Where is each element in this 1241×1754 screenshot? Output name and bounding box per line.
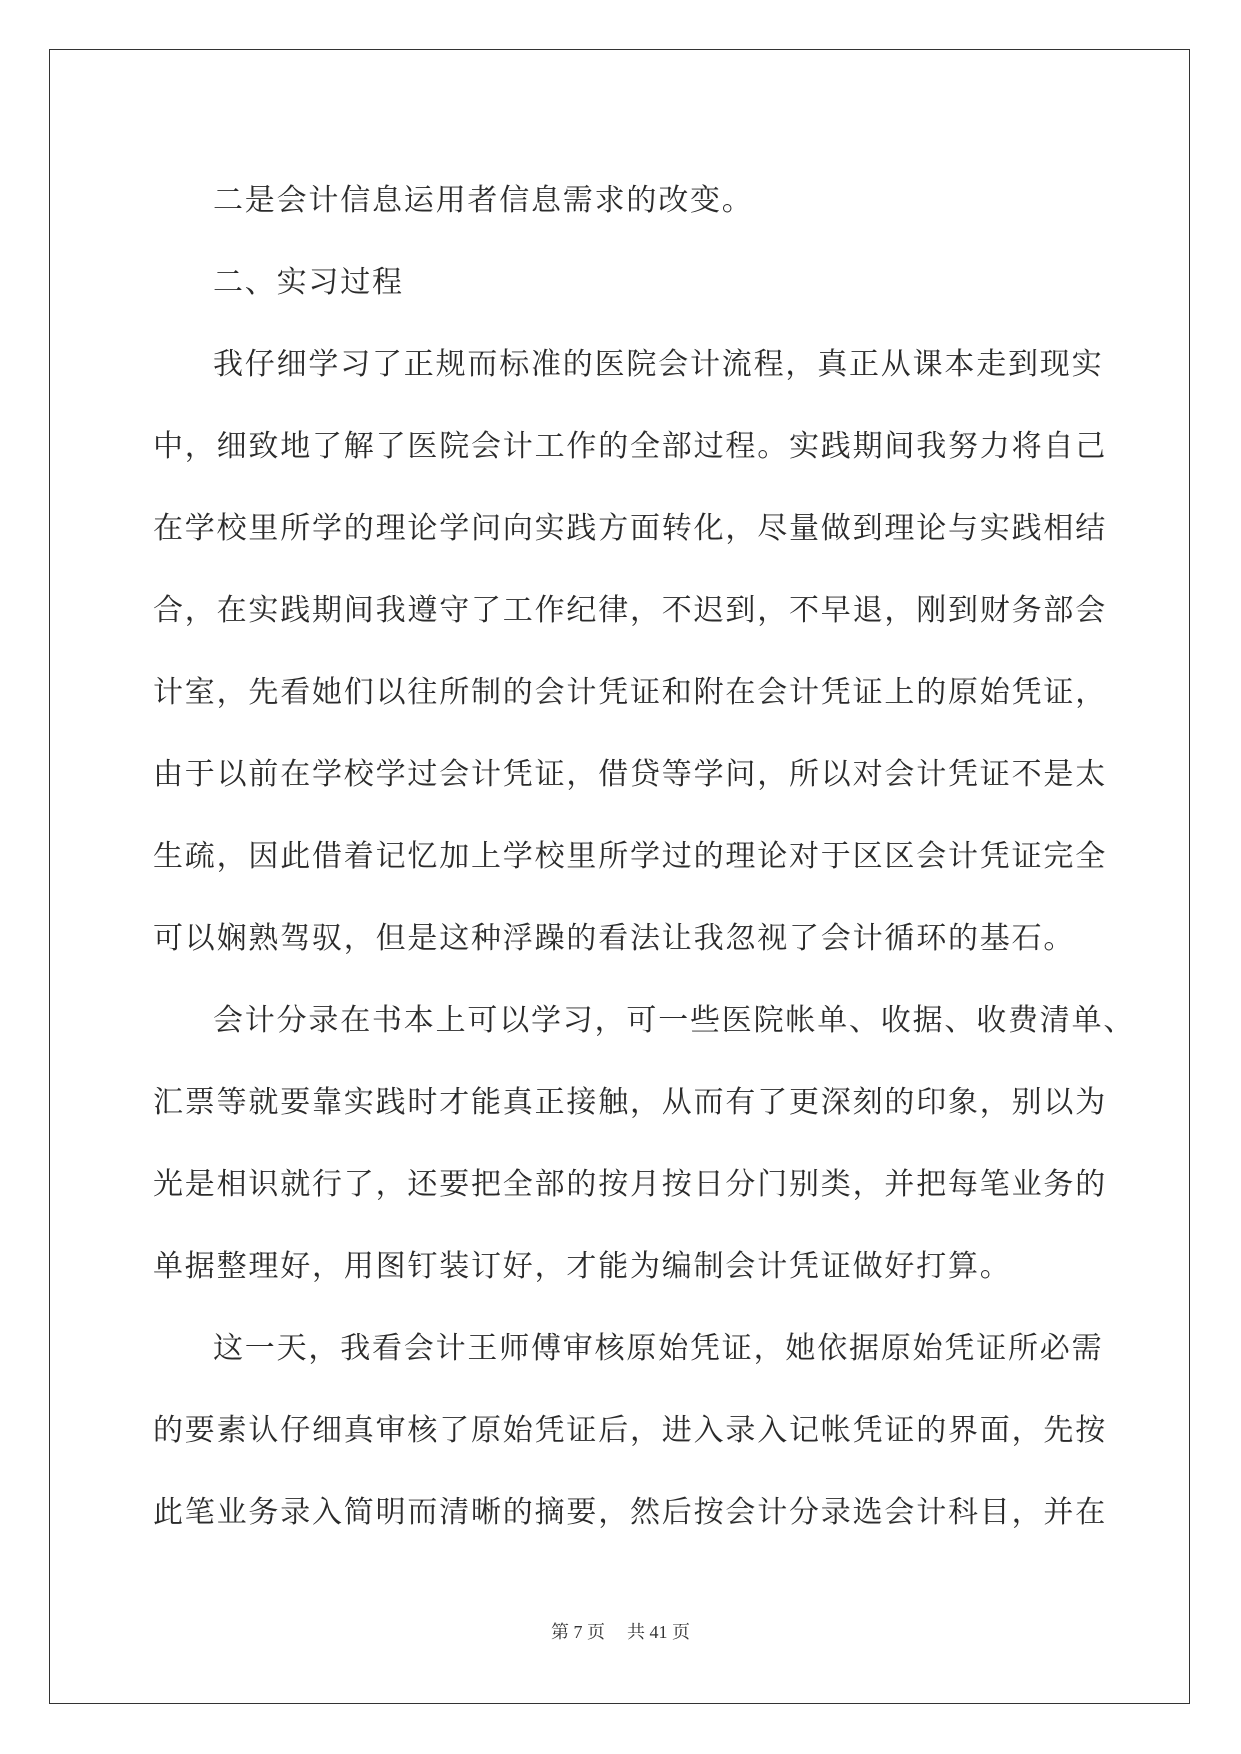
text-line: 生疏，因此借着记忆加上学校里所学过的理论对于区区会计凭证完全	[153, 839, 1107, 874]
text-line: 计室，先看她们以往所制的会计凭证和附在会计凭证上的原始凭证，	[153, 675, 1107, 710]
text-line: 光是相识就行了，还要把全部的按月按日分门别类，并把每笔业务的	[153, 1167, 1107, 1202]
text-line: 的要素认仔细真审核了原始凭证后，进入录入记帐凭证的界面，先按	[153, 1413, 1107, 1448]
text-line: 单据整理好，用图钉装订好，才能为编制会计凭证做好打算。	[153, 1249, 1012, 1284]
text-line: 会计分录在书本上可以学习，可一些医院帐单、收据、收费清单、	[213, 1003, 1136, 1038]
text-line: 我仔细学习了正规而标准的医院会计流程，真正从课本走到现实	[213, 347, 1104, 382]
text-line: 可以娴熟驾驭，但是这种浮躁的看法让我忽视了会计循环的基石。	[153, 921, 1076, 956]
page-total: 共 41 页	[627, 1622, 690, 1642]
text-line: 汇票等就要靠实践时才能真正接触，从而有了更深刻的印象，别以为	[153, 1085, 1107, 1120]
text-line: 由于以前在学校学过会计凭证，借贷等学问，所以对会计凭证不是太	[153, 757, 1107, 792]
text-line: 二是会计信息运用者信息需求的改变。	[213, 183, 754, 218]
text-line: 中，细致地了解了医院会计工作的全部过程。实践期间我努力将自己	[153, 429, 1107, 464]
text-line: 此笔业务录入简明而清晰的摘要，然后按会计分录选会计科目，并在	[153, 1495, 1107, 1530]
document-body	[153, 160, 1136, 1554]
text-line: 在学校里所学的理论学问向实践方面转化，尽量做到理论与实践相结	[153, 511, 1107, 546]
text-line: 这一天，我看会计王师傅审核原始凭证，她依据原始凭证所必需	[213, 1331, 1104, 1366]
page-footer	[0, 1618, 1241, 1644]
section-heading: 二、实习过程	[213, 265, 404, 300]
text-line: 合，在实践期间我遵守了工作纪律，不迟到，不早退，刚到财务部会	[153, 593, 1107, 628]
page-number: 第 7 页	[551, 1622, 605, 1642]
